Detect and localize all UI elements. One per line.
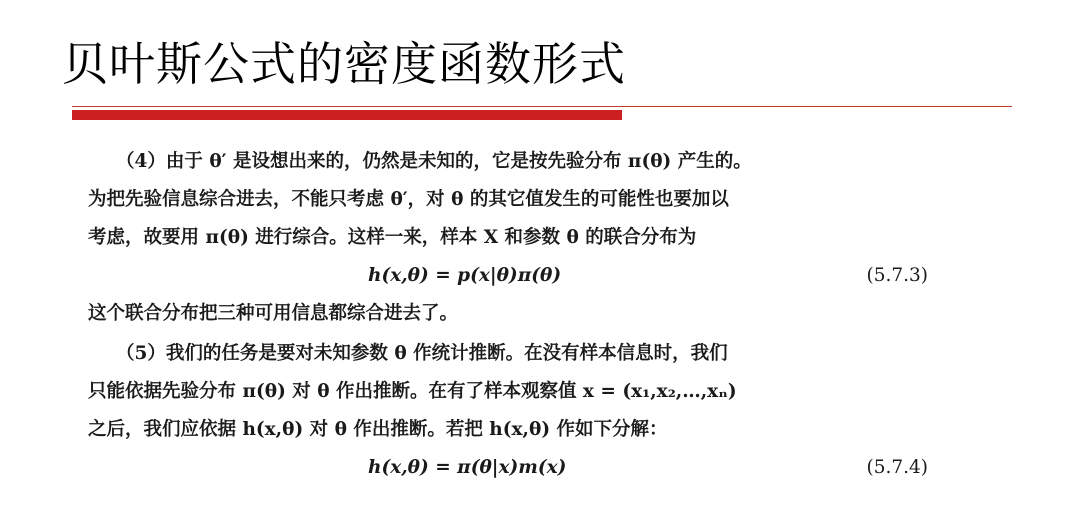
equation-number-5-7-4: (5.7.4) [866,457,928,478]
scanned-text-excerpt [88,148,948,498]
page-title: 贝叶斯公式的密度函数形式 [62,37,626,91]
paragraph-4-line-2: 为把先验信息综合进去，不能只考虑 θ′，对 θ 的其它值发生的可能性也要加以 [88,189,729,210]
paragraph-5-line-1: （5）我们的任务是要对未知参数 θ 作统计推断。在没有样本信息时，我们 [116,343,728,364]
equation-5-7-3: h(x,θ) = p(x|θ)π(θ) [368,265,562,286]
paragraph-4-line-3: 考虑，故要用 π(θ) 进行综合。这样一来，样本 X 和参数 θ 的联合分布为 [88,227,697,248]
title-underline-accent [72,110,622,120]
paragraph-5-line-3: 之后，我们应依据 h(x,θ) 对 θ 作出推断。若把 h(x,θ) 作如下分解： [88,419,668,440]
paragraph-4-line-4: 这个联合分布把三种可用信息都综合进去了。 [88,303,459,324]
equation-number-5-7-3: (5.7.3) [866,265,928,286]
title-underline-thin [72,106,1012,107]
equation-5-7-4: h(x,θ) = π(θ|x)m(x) [368,457,567,478]
paragraph-4-line-1: （4）由于 θ′ 是设想出来的，仍然是未知的，它是按先验分布 π(θ) 产生的。 [116,151,752,172]
paragraph-5-line-2: 只能依据先验分布 π(θ) 对 θ 作出推断。在有了样本观察值 x = (x₁,x₂,…,xₙ) [88,381,737,402]
